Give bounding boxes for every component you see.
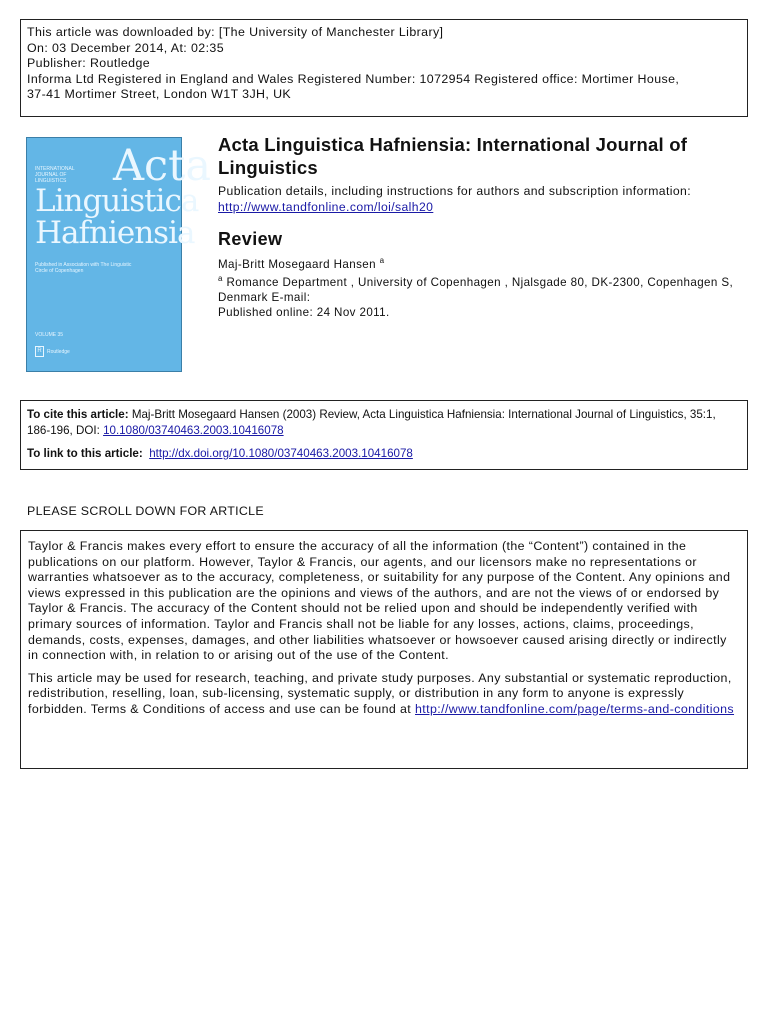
cover-title-line3: Hafniensia bbox=[35, 215, 195, 251]
disclaimer-paragraph: Taylor & Francis makes every effort to ensure the accuracy of all the information (the “Content”) contained in the publications on our platform. However, Taylor & Francis, our agents, and our licensors make no representations or warranties whatsoever as to the accuracy, completeness, or suitability for any purpose of the Content. Any opinions and views expressed in this publication are the opinions and views of the authors, and are not the views of or endorsed by Taylor & Francis. The accuracy of the Content should not be relied upon and should be independently verified with primary sources of information. Taylor and Francis shall not be liable for any losses, actions, claims, proceedings, demands, costs, expenses, damages, and other liabilities whatsoever or howsoever caused arising directly or indirectly in connection with, in relation to or arising out of the use of the Content. bbox=[28, 539, 731, 663]
article-title: Review bbox=[218, 229, 283, 249]
link-label: To link to this article: bbox=[27, 447, 143, 460]
affiliation-superscript: a bbox=[218, 274, 223, 283]
cite-text: Maj-Britt Mosegaard Hansen (2003) Review, Acta Linguistica Hafniensia: International Journal of Linguistics, 35:1, 186-196, DOI: bbox=[27, 408, 716, 437]
cite-doi-link[interactable]: 10.1080/03740463.2003.10416078 bbox=[103, 423, 284, 437]
cover-volume: VOLUME 35 bbox=[35, 332, 64, 338]
scroll-note: PLEASE SCROLL DOWN FOR ARTICLE bbox=[27, 504, 264, 518]
publication-details-text: Publication details, including instructions for authors and subscription information: bbox=[218, 184, 691, 198]
download-line: 37-41 Mortimer Street, London W1T 3JH, UK bbox=[27, 87, 292, 102]
article-header bbox=[218, 133, 748, 320]
link-line bbox=[27, 446, 741, 462]
author-superscript: a bbox=[379, 256, 385, 265]
disclaimer-box bbox=[20, 530, 748, 769]
article-doi-link[interactable]: http://dx.doi.org/10.1080/03740463.2003.10416078 bbox=[149, 447, 413, 460]
cite-line bbox=[27, 407, 741, 438]
cover-title-line2: Linguistica bbox=[35, 183, 199, 219]
author-name: Maj-Britt Mosegaard Hansen bbox=[218, 258, 376, 271]
usage-paragraph bbox=[28, 671, 740, 718]
download-line: Publisher: Routledge bbox=[27, 56, 151, 71]
journal-link[interactable]: http://www.tandfonline.com/loi/salh20 bbox=[218, 199, 434, 214]
published-date: Published online: 24 Nov 2011. bbox=[218, 306, 390, 319]
cite-label: To cite this article: bbox=[27, 408, 129, 421]
download-line: Informa Ltd Registered in England and Wales Registered Number: 1072954 Registered office: Mortimer House, bbox=[27, 71, 680, 86]
publication-details bbox=[218, 184, 748, 215]
download-line: On: 03 December 2014, At: 02:35 bbox=[27, 40, 225, 55]
cover-publisher bbox=[35, 346, 70, 357]
affiliation-text: Romance Department , University of Copenhagen , Njalsgade 80, DK-2300, Copenhagen S, Denmark E-mail: bbox=[218, 276, 734, 304]
cover-small-heading: INTERNATIONAL JOURNAL OF LINGUISTICS bbox=[35, 166, 75, 184]
cover-subtitle: Published in Association with The Linguistic Circle of Copenhagen bbox=[35, 262, 132, 274]
cover-title-line1: Acta bbox=[113, 141, 212, 191]
download-notice bbox=[20, 19, 748, 117]
cover-publisher-name: Routledge bbox=[47, 348, 70, 355]
author-line bbox=[218, 257, 748, 272]
journal-title: Acta Linguistica Hafniensia: International Journal of Linguistics bbox=[218, 134, 688, 178]
journal-cover-image bbox=[26, 137, 212, 372]
usage-text: This article may be used for research, teaching, and private study purposes. Any substantial or systematic reproduction, redistribution, reselling, loan, sub-licensing, systematic supply, or distribution in any form to anyone is expressly forbidden. Terms & Conditions of access and use can be found at bbox=[28, 670, 732, 716]
citation-box bbox=[20, 400, 748, 470]
routledge-logo-icon: R bbox=[35, 346, 44, 357]
terms-link[interactable]: http://www.tandfonline.com/page/terms-and-conditions bbox=[415, 701, 735, 716]
download-line: This article was downloaded by: [The University of Manchester Library] bbox=[27, 25, 444, 39]
affiliation bbox=[218, 275, 748, 320]
